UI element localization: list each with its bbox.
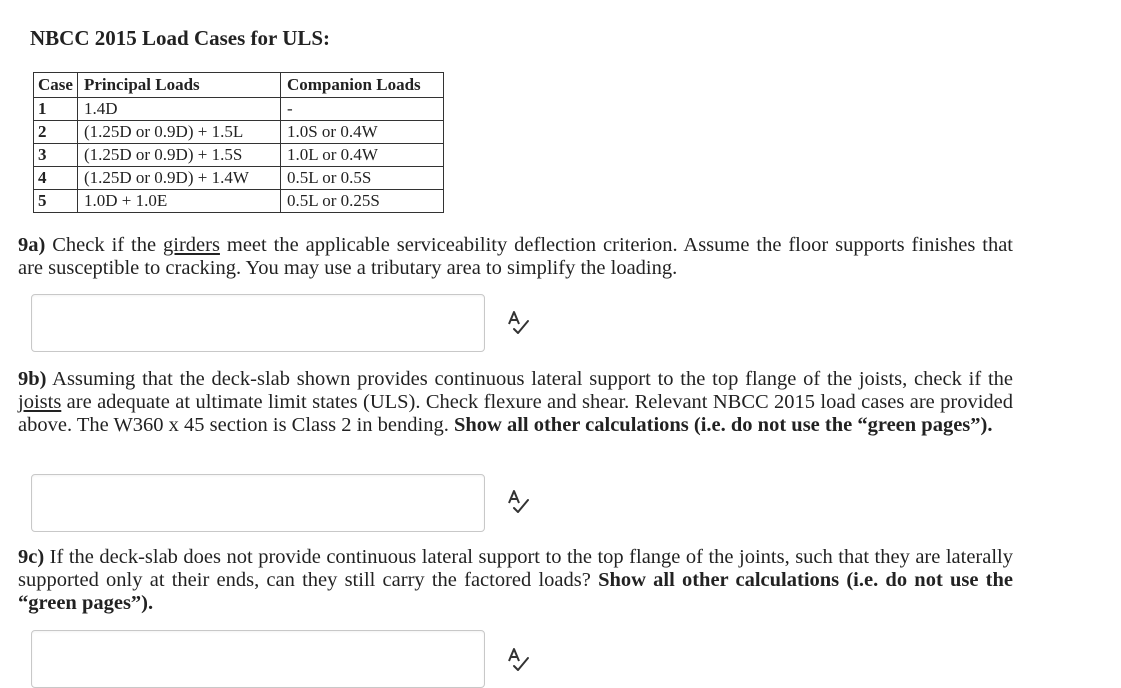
cell-case: 2 — [34, 121, 78, 144]
question-9c-label: 9c) — [18, 546, 45, 568]
table-row — [34, 190, 444, 213]
page-title: NBCC 2015 Load Cases for ULS: — [30, 26, 331, 50]
question-9a — [18, 234, 1013, 280]
table-row — [34, 98, 444, 121]
cell-case: 4 — [34, 167, 78, 190]
cell-companion: 0.5L or 0.5S — [280, 167, 443, 190]
question-9b-text-2: are adequate at ultimate limit states (ULS). Check flexure and shear. Relevant NBCC 2015 load cases are provided above. The W360 x 45 section is Class 2 in bending. — [18, 391, 1013, 436]
cell-principal: (1.25D or 0.9D) + 1.4W — [77, 167, 280, 190]
cell-principal: 1.0D + 1.0E — [77, 190, 280, 213]
table-row — [34, 121, 444, 144]
column-header-case: Case — [34, 73, 78, 98]
column-header-principal: Principal Loads — [77, 73, 280, 98]
question-9b — [18, 368, 1013, 437]
question-9b-underlined: joists — [18, 391, 62, 413]
cell-principal: 1.4D — [77, 98, 280, 121]
cell-companion: 0.5L or 0.25S — [280, 190, 443, 213]
cell-principal: (1.25D or 0.9D) + 1.5L — [77, 121, 280, 144]
question-9b-bold-tail: Show all other calculations (i.e. do not use the “green pages”). — [453, 414, 993, 436]
question-9a-text-1: Check if the — [45, 234, 163, 256]
cell-companion: 1.0L or 0.4W — [280, 144, 443, 167]
question-9a-text-2: meet the applicable serviceability deflection criterion. Assume the floor supports finishes that are susceptible to cracking. You may use a tributary area to simplify the loading. — [18, 234, 1013, 279]
cell-companion: - — [280, 98, 443, 121]
question-9b-text-1: Assuming that the deck-slab shown provides continuous lateral support to the top flange of the joists, check if the — [46, 368, 1013, 390]
question-9a-underlined: girders — [163, 234, 220, 256]
table-row — [34, 167, 444, 190]
spellcheck-icon[interactable] — [505, 488, 531, 514]
spellcheck-icon[interactable] — [505, 309, 531, 335]
table-row — [34, 144, 444, 167]
answer-input-9c[interactable] — [31, 630, 485, 688]
load-cases-table — [33, 72, 444, 213]
cell-case: 5 — [34, 190, 78, 213]
question-9b-label: 9b) — [18, 368, 47, 390]
spellcheck-icon[interactable] — [505, 646, 531, 672]
cell-case: 3 — [34, 144, 78, 167]
cell-companion: 1.0S or 0.4W — [280, 121, 443, 144]
cell-principal: (1.25D or 0.9D) + 1.5S — [77, 144, 280, 167]
answer-input-9a[interactable] — [31, 294, 485, 352]
question-9c-text-1: If the deck-slab does not provide continuous lateral support to the top flange of the joints, such that they are laterally supported only at their ends, can they still carry the factored loads? — [18, 546, 1013, 591]
column-header-companion: Companion Loads — [280, 73, 443, 98]
answer-input-9b[interactable] — [31, 474, 485, 532]
question-9c — [18, 546, 1013, 615]
cell-case: 1 — [34, 98, 78, 121]
question-9a-label: 9a) — [18, 234, 46, 256]
table-header-row — [34, 73, 444, 98]
question-9c-bold-tail: Show all other calculations (i.e. do not use the “green pages”). — [18, 569, 1013, 614]
